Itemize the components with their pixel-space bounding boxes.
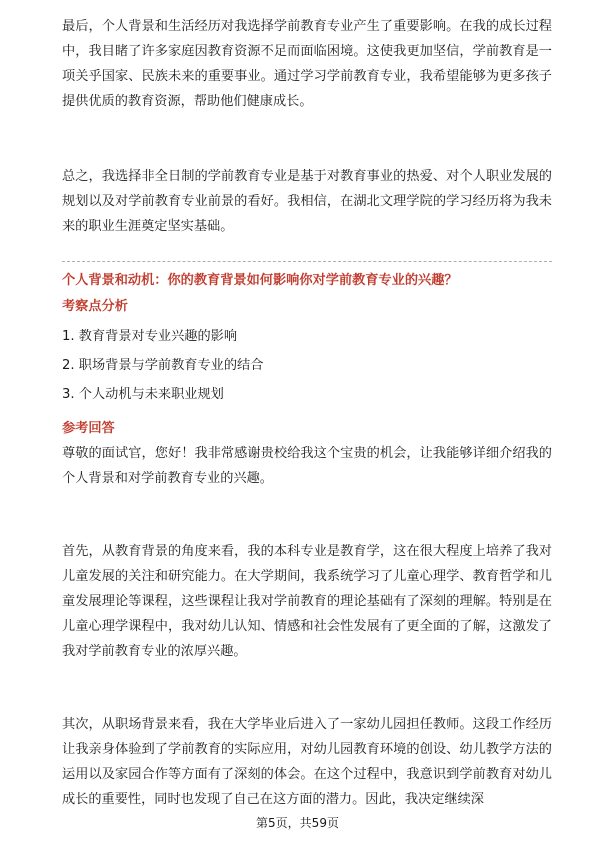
answer-paragraph-education: 首先，从教育背景的角度来看，我的本科专业是教育学，这在很大程度上培养了我对儿童发展的关注和研究能力。在大学期间，我系统学习了儿童心理学、教育哲学和儿童发展理论等课程，这些课程让我对学前教育的理论基础有了深刻的理解。特别是在儿童心理学课程中，我对幼儿认知、情感和社会性发展有了更全面的了解，这激发了我对学前教育专业的浓厚兴趣。	[62, 544, 552, 659]
page-number-footer: 第5页，共59页	[256, 816, 339, 830]
analysis-points-list	[62, 322, 552, 409]
analysis-heading: 考察点分析	[62, 299, 128, 314]
paragraph-summary: 总之，我选择非全日制的学前教育专业是基于对教育事业的热爱、对个人职业发展的规划以及对学前教育专业前景的看好。我相信，在湖北文理学院的学习经历将为我未来的职业生涯奠定坚实基础。	[62, 169, 552, 234]
answer-paragraph-greeting: 尊敬的面试官，您好！我非常感谢贵校给我这个宝贵的机会，让我能够详细介绍我的个人背景和对学前教育专业的兴趣。	[62, 446, 552, 486]
answer-paragraph-career: 其次，从职场背景来看，我在大学毕业后进入了一家幼儿园担任教师。这段工作经历让我亲身体验到了学前教育的实际应用，对幼儿园教育环境的创设、幼儿教学方法的运用以及家园合作等方面有了深刻的体会。在这个过程中，我意识到学前教育对幼儿成长的重要性，同时也发现了自己在这方面的潜力。因此，我决定继续深	[62, 717, 552, 807]
analysis-point: 1. 教育背景对专业兴趣的影响	[62, 329, 238, 344]
section-divider	[62, 261, 552, 262]
analysis-point: 3. 个人动机与未来职业规划	[62, 387, 224, 402]
question-title: 个人背景和动机：你的教育背景如何影响你对学前教育专业的兴趣？	[62, 273, 458, 288]
paragraph-conclusion-background: 最后，个人背景和生活经历对我选择学前教育专业产生了重要影响。在我的成长过程中，我目睹了许多家庭因教育资源不足而面临困境。这使我更加坚信，学前教育是一项关乎国家、民族未来的重要事业。通过学习学前教育专业，我希望能够为更多孩子提供优质的教育资源，帮助他们健康成长。	[62, 19, 552, 109]
answer-heading: 参考回答	[62, 421, 115, 436]
analysis-point: 2. 职场背景与学前教育专业的结合	[62, 358, 264, 373]
